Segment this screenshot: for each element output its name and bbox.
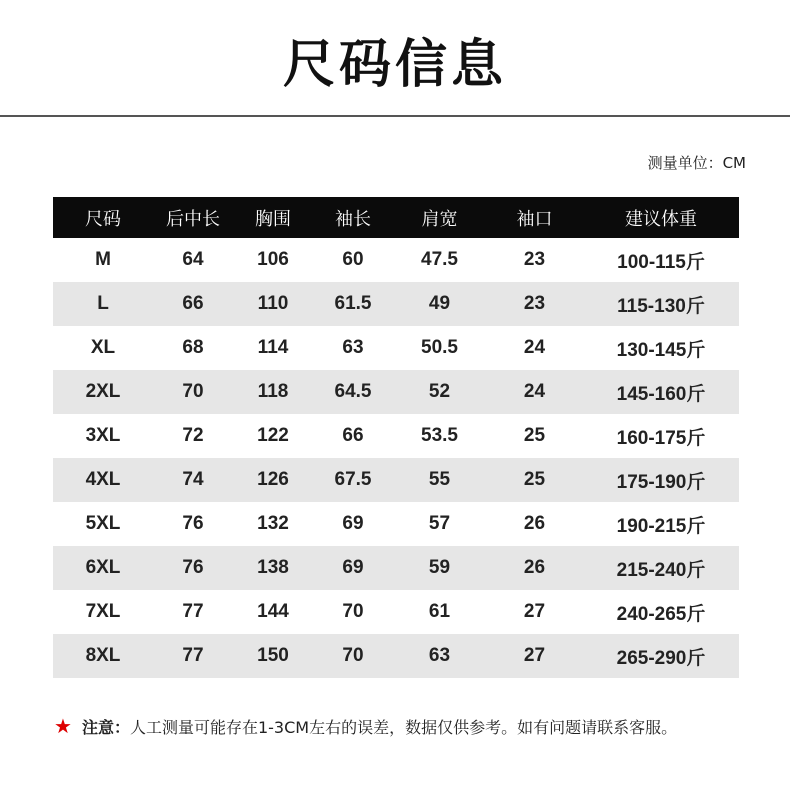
table-cell: 6XL (85, 557, 121, 578)
table-cell: 53.5 (421, 425, 458, 446)
table-cell: 70 (342, 645, 364, 666)
table-row (53, 546, 739, 590)
table-row (53, 370, 739, 414)
table-cell: XL (90, 337, 116, 358)
table-cell: 69 (342, 513, 364, 534)
header-shoulder: 肩宽 (421, 208, 458, 230)
note-text: 人工测量可能存在1-3CM左右的误差，数据仅供参考。如有问题请联系客服。 (129, 718, 678, 737)
table-cell: 70 (182, 381, 204, 402)
table-cell: 49 (428, 293, 451, 314)
table-cell: 68 (182, 337, 204, 358)
table-row (53, 590, 739, 634)
table-cell: 67.5 (334, 469, 372, 490)
table-cell: 114 (257, 337, 289, 358)
table-cell: 106 (257, 249, 289, 270)
size-table (53, 197, 739, 678)
table-cell: 63 (428, 645, 451, 666)
table-cell: 110 (257, 293, 289, 314)
table-row (53, 502, 739, 546)
table-cell: 61 (428, 601, 451, 622)
table-cell: 240-265斤 (616, 603, 706, 625)
table-cell: 130-145斤 (616, 339, 706, 361)
table-row (53, 238, 739, 282)
table-header-row (53, 197, 739, 238)
star-icon: ★ (54, 714, 72, 738)
table-cell: 215-240斤 (616, 559, 706, 581)
table-cell: 132 (257, 513, 289, 534)
table-cell: 77 (182, 645, 204, 666)
header-weight: 建议体重 (625, 208, 697, 230)
table-cell: 47.5 (421, 249, 458, 270)
table-cell: 69 (342, 557, 364, 578)
table-cell: 175-190斤 (616, 471, 706, 493)
table-cell: 60 (342, 249, 364, 270)
table-cell: 55 (428, 469, 451, 490)
table-cell: 8XL (85, 645, 121, 666)
table-cell: 7XL (85, 601, 121, 622)
table-cell: 27 (523, 601, 546, 622)
table-cell: 59 (428, 557, 451, 578)
table-cell: 25 (523, 469, 546, 490)
table-cell: 76 (182, 513, 204, 534)
table-cell: 2XL (85, 381, 121, 402)
table-cell: 26 (523, 513, 546, 534)
table-cell: 145-160斤 (616, 383, 706, 405)
disclaimer-note (54, 714, 677, 738)
table-cell: 61.5 (334, 293, 372, 314)
table-cell: 138 (257, 557, 289, 578)
page-title: 尺码信息 (282, 35, 507, 95)
table-cell: 4XL (85, 469, 121, 490)
table-cell: 52 (428, 381, 451, 402)
table-cell: 64 (182, 249, 204, 270)
table-cell: 63 (342, 337, 364, 358)
table-cell: M (95, 249, 111, 270)
table-cell: 126 (257, 469, 289, 490)
table-cell: 72 (182, 425, 204, 446)
table-cell: 24 (523, 381, 546, 402)
table-row (53, 414, 739, 458)
header-back-length: 后中长 (166, 208, 220, 230)
table-cell: 23 (523, 249, 546, 270)
header-cuff: 袖口 (516, 208, 553, 230)
title-divider (0, 115, 790, 117)
table-cell: 23 (523, 293, 546, 314)
table-cell: 50.5 (421, 337, 458, 358)
table-cell: 265-290斤 (616, 647, 706, 669)
table-cell: 3XL (85, 425, 121, 446)
table-cell: 190-215斤 (616, 515, 706, 537)
table-cell: 144 (257, 601, 289, 622)
table-cell: 122 (257, 425, 289, 446)
table-cell: L (97, 293, 109, 314)
table-cell: 66 (182, 293, 204, 314)
table-cell: 77 (182, 601, 204, 622)
table-cell: 25 (523, 425, 546, 446)
table-cell: 76 (182, 557, 204, 578)
table-cell: 5XL (85, 513, 121, 534)
table-cell: 57 (428, 513, 451, 534)
table-cell: 118 (257, 381, 289, 402)
header-chest: 胸围 (255, 208, 291, 230)
table-cell: 24 (523, 337, 546, 358)
table-row (53, 326, 739, 370)
table-row (53, 282, 739, 326)
table-cell: 74 (182, 469, 204, 490)
table-cell: 150 (257, 645, 289, 666)
table-cell: 64.5 (334, 381, 372, 402)
table-cell: 66 (342, 425, 364, 446)
header-size: 尺码 (85, 208, 121, 230)
unit-label: 测量单位：CM (647, 154, 746, 172)
table-row (53, 458, 739, 502)
table-cell: 100-115斤 (617, 251, 705, 273)
table-cell: 26 (523, 557, 546, 578)
header-sleeve-length: 袖长 (335, 208, 371, 230)
note-label: 注意： (81, 718, 130, 737)
table-cell: 27 (523, 645, 546, 666)
table-cell: 115-130斤 (617, 295, 705, 317)
table-cell: 160-175斤 (616, 427, 706, 449)
table-cell: 70 (342, 601, 364, 622)
table-row (53, 634, 739, 678)
